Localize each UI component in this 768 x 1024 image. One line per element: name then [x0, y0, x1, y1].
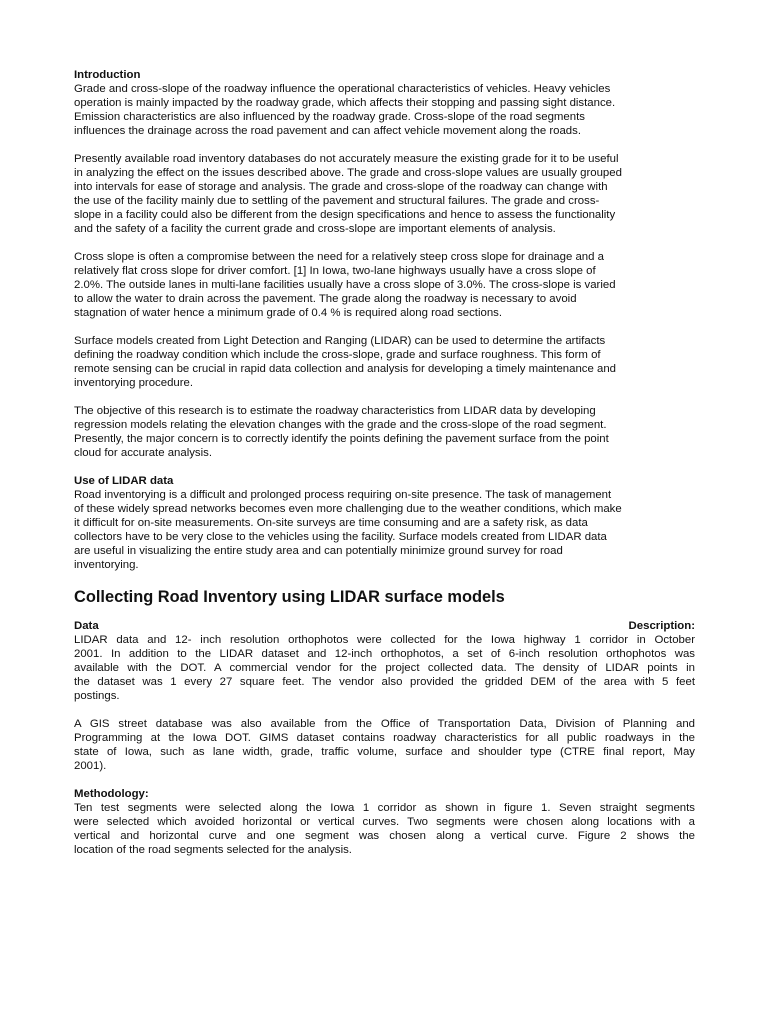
text-line: Ten test segments were selected along the Iowa 1 corridor as shown in figure 1. Seven straight segments	[74, 802, 695, 814]
paragraph-research-objective	[74, 404, 695, 460]
text-line: The objective of this research is to estimate the roadway characteristics from LIDAR data by developing	[74, 405, 596, 417]
introduction-heading: Introduction	[74, 69, 141, 81]
text-line: it difficult for on-site measurements. On-site surveys are time consuming and are a safety risk, as data	[74, 517, 588, 529]
data-heading: Data	[74, 620, 99, 632]
text-line: state of Iowa, such as lane width, grade, traffic volume, surface and shoulder type (CTRE final report, May	[74, 746, 695, 758]
paragraph-gis-database	[74, 717, 695, 773]
text-line: Emission characteristics are also influenced by the roadway grade. Cross-slope of the road segments	[74, 111, 585, 123]
text-line: operation is mainly impacted by the roadway grade, which affects their stopping and passing sight distance.	[74, 97, 616, 109]
text-line: collectors have to be very close to the vehicles using the facility. Surface models created from LIDAR data	[74, 531, 607, 543]
data-description-section	[74, 619, 695, 703]
text-line: the dataset was 1 every 27 square feet. The vendor also provided the gridded DEM of the area with 5 feet	[74, 676, 695, 688]
text-line: to allow the water to drain across the pavement. The grade along the roadway is necessary to avoid	[74, 293, 577, 305]
text-line: inventorying procedure.	[74, 377, 194, 389]
paragraph-surface-models	[74, 334, 695, 390]
methodology-section	[74, 787, 695, 857]
text-line: location of the road segments selected for the analysis.	[74, 844, 352, 856]
text-line: Presently, the major concern is to correctly identify the points defining the pavement surface from the point	[74, 433, 609, 445]
text-line: relatively flat cross slope for driver comfort. [1] In Iowa, two-lane highways usually have a cross slope of	[74, 265, 596, 277]
text-line: Road inventorying is a difficult and prolonged process requiring on-site presence. The task of management	[74, 489, 612, 501]
text-line: in analyzing the effect on the issues described above. The grade and cross-slope values are usually grouped	[74, 167, 622, 179]
use-of-lidar-heading: Use of LIDAR data	[74, 475, 174, 487]
text-line: and the safety of a facility the current grade and cross-slope are important elements of analysis.	[74, 223, 556, 235]
text-line: stagnation of water hence a minimum grade of 0.4 % is required along road sections.	[74, 307, 503, 319]
text-line: regression models relating the elevation changes with the grade and the cross-slope of the road segment.	[74, 419, 607, 431]
description-heading: Description:	[628, 620, 695, 632]
section-title: Collecting Road Inventory using LIDAR surface models	[74, 588, 505, 606]
text-line: Presently available road inventory databases do not accurately measure the existing grade for it to be useful	[74, 153, 619, 165]
text-line: A GIS street database was also available from the Office of Transportation Data, Division of Planning and	[74, 718, 695, 730]
use-of-lidar-section	[74, 474, 695, 572]
text-line: available with the DOT. A commercial vendor for the project collected data. The density of LIDAR points in	[74, 662, 695, 674]
data-heading-row	[74, 619, 695, 633]
text-line: postings.	[74, 690, 120, 702]
text-line: Programming at the Iowa DOT. GIMS dataset contains roadway characteristics for all public roadways in the	[74, 732, 695, 744]
text-line: inventorying.	[74, 559, 139, 571]
text-line: Surface models created from Light Detection and Ranging (LIDAR) can be used to determine the artifacts	[74, 335, 606, 347]
text-line: are useful in visualizing the entire study area and can potentially minimize ground survey for road	[74, 545, 563, 557]
text-line: 2001).	[74, 760, 107, 772]
text-line: cloud for accurate analysis.	[74, 447, 213, 459]
paragraph-road-inventory-databases	[74, 152, 695, 236]
paragraph-cross-slope	[74, 250, 695, 320]
text-line: 2001. In addition to the LIDAR dataset and 12-inch orthophotos, a set of 6-inch resolution orthophotos was	[74, 648, 695, 660]
methodology-heading: Methodology:	[74, 788, 149, 800]
text-line: defining the roadway condition which include the cross-slope, grade and surface roughness. This form of	[74, 349, 601, 361]
text-line: 2.0%. The outside lanes in multi-lane facilities usually have a cross slope of 3.0%. The cross-slope is varied	[74, 279, 616, 291]
text-line: the use of the facility mainly due to settling of the pavement and structural failures. The grade and cross-	[74, 195, 600, 207]
text-line: vertical and horizontal curve and one segment was chosen along a vertical curve. Figure 2 shows the	[74, 830, 695, 842]
text-line: Grade and cross-slope of the roadway influence the operational characteristics of vehicles. Heavy vehicles	[74, 83, 611, 95]
text-line: of these widely spread networks becomes even more challenging due to the weather conditions, which make	[74, 503, 622, 515]
text-line: Cross slope is often a compromise between the need for a relatively steep cross slope for drainage and a	[74, 251, 604, 263]
text-line: LIDAR data and 12- inch resolution orthophotos were collected for the Iowa highway 1 corridor in October	[74, 634, 695, 646]
introduction-section	[74, 68, 695, 138]
text-line: influences the drainage across the road pavement and can affect vehicle movement along the roads.	[74, 125, 581, 137]
text-line: were selected which avoided horizontal or vertical curves. Two segments were chosen along locations with a	[74, 816, 695, 828]
text-line: remote sensing can be crucial in rapid data collection and analysis for developing a timely maintenance and	[74, 363, 617, 375]
text-line: slope in a facility could also be different from the design specifications and hence to assess the functionality	[74, 209, 616, 221]
text-line: into intervals for ease of storage and analysis. The grade and cross-slope of the roadway can change with	[74, 181, 608, 193]
